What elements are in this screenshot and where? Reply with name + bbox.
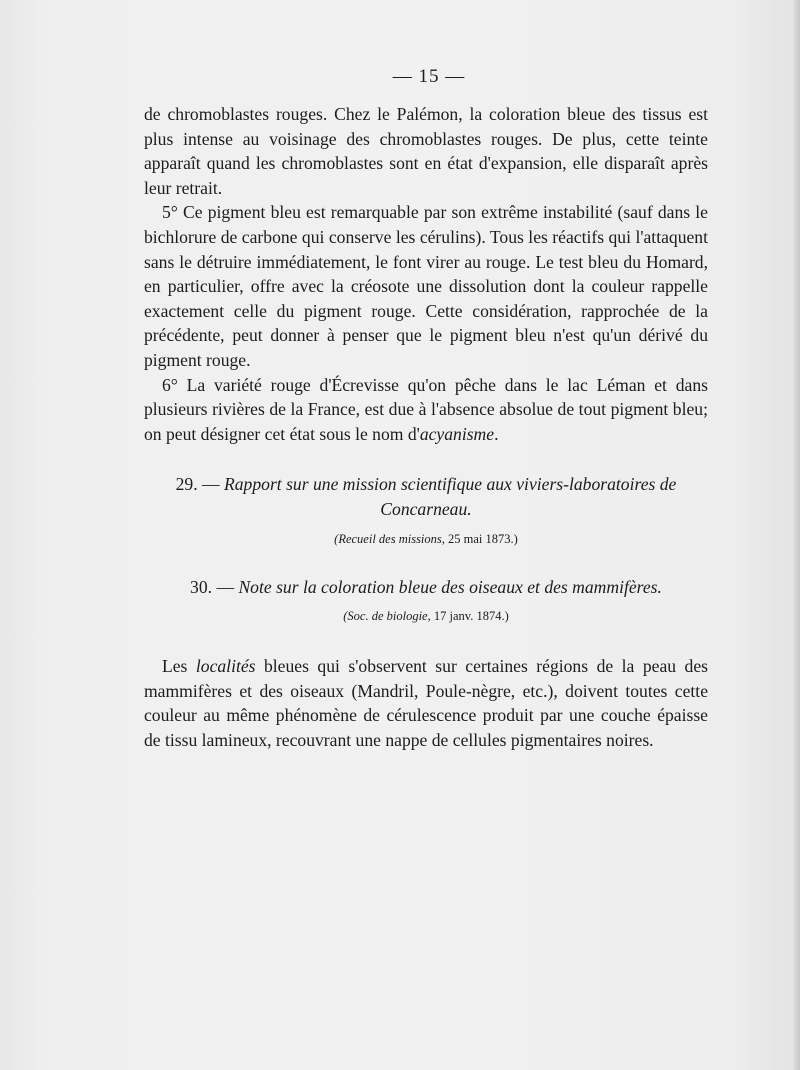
paragraph-point-5: 5° Ce pigment bleu est remarquable par son extrême instabilité (sauf dans le bichlorure de carbone qui conserve les cérulins). Tous les réactifs qui l'attaquent sans le détruire immédiatement, le font virer au rouge. Le test bleu du Homard, en particulier, offre avec la créosote une dissolution dont la couleur rappelle exactement celle du pigment rouge. Cette considération, rapprochée de la précédente, peut donner à penser que le pigment bleu n'est qu'un dérivé du pigment rouge.	[144, 202, 708, 370]
term-acyanisme: acyanisme	[419, 423, 495, 444]
entry-number: 30. —	[190, 576, 239, 597]
entry-title	[144, 472, 708, 521]
page-content	[144, 66, 708, 752]
term-localites: localités	[195, 656, 256, 677]
bibliography-entry-30	[144, 575, 708, 625]
entry-source-date: 25 mai 1873.)	[444, 531, 518, 546]
paragraph-localites-start: Les	[162, 656, 196, 677]
entry-number: 29. —	[175, 474, 225, 495]
paragraph-point-6-text: 6° La variété rouge d'Écrevisse qu'on pêche dans le lac Léman et dans plusieurs rivières de la France, est due à l'absence absolue de tout pigment bleu; on peut désigner cet état sous le nom d'	[144, 374, 708, 444]
bibliography-entry-29	[144, 472, 708, 546]
paragraph-localites-text: bleues qui s'observent sur certaines régions de la peau des mammifères et des oiseaux (Mandril, Poule-nègre, etc.), doivent toutes cette couleur au même phénomène de cérulescence produit par une couche épaisse de tissu lamineux, recouvrant une nappe de cellules pigmentaires noires.	[144, 656, 708, 750]
paragraph-chromoblastes: de chromoblastes rouges. Chez le Palémon, la coloration bleue des tissus est plus intense au voisinage des chromoblastes rouges. De plus, cette teinte apparaît quand les chromoblastes sont en état d'expansion, elle disparaît après leur retrait.	[144, 104, 708, 198]
entry-source-title: (Soc. de biologie,	[343, 609, 431, 624]
entry-source-date: 17 janv. 1874.)	[430, 609, 509, 624]
page-number: — 15 —	[392, 66, 466, 87]
entry-title-text: Note sur la coloration bleue des oiseaux et des mammifères.	[238, 576, 662, 597]
entry-source-title: (Recueil des missions,	[334, 531, 445, 546]
paragraph-localites	[144, 654, 708, 752]
paragraph-point-6	[144, 373, 708, 447]
entry-source	[144, 532, 708, 547]
paragraph-point-6-end: .	[494, 423, 499, 444]
entry-title-text: Rapport sur une mission scientifique aux viviers-laboratoires de Concarneau.	[224, 474, 677, 519]
entry-title	[144, 575, 708, 600]
entry-source	[144, 609, 708, 624]
